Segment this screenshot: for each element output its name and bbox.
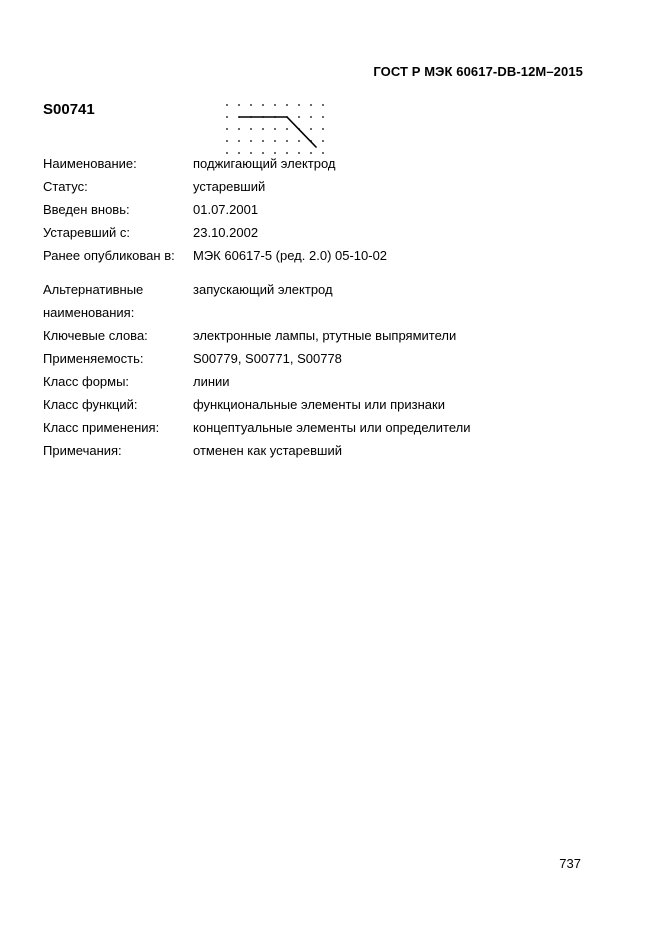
field-value: 23.10.2002 <box>193 225 259 240</box>
field-label: наименования: <box>43 305 135 320</box>
field-value: S00779, S00771, S00778 <box>193 351 342 366</box>
page-number: 737 <box>559 856 581 871</box>
field-label: Введен вновь: <box>43 202 130 217</box>
field-label: Класс применения: <box>43 420 160 435</box>
field-label: Альтернативные <box>43 282 144 297</box>
field-value: запускающий электрод <box>193 282 333 297</box>
field-label: Примечания: <box>43 443 122 458</box>
field-label: Класс формы: <box>43 374 130 389</box>
field-label: Ключевые слова: <box>43 328 148 343</box>
field-label: Наименование: <box>43 156 137 171</box>
field-label: Устаревший с: <box>43 225 130 240</box>
field-value: устаревший <box>193 179 266 194</box>
field-value: МЭК 60617-5 (ред. 2.0) 05-10-02 <box>193 248 388 263</box>
field-value: линии <box>193 374 230 389</box>
field-label: Применяемость: <box>43 351 144 366</box>
field-value: отменен как устаревший <box>193 443 342 458</box>
field-value: 01.07.2001 <box>193 202 259 217</box>
field-label: Статус: <box>43 179 88 194</box>
field-value: функциональные элементы или признаки <box>193 397 445 412</box>
symbol-code: S00741 <box>43 101 95 118</box>
document-header: ГОСТ Р МЭК 60617-DB-12M–2015 <box>373 64 583 79</box>
field-value: концептуальные элементы или определители <box>193 420 471 435</box>
field-label: Класс функций: <box>43 397 138 412</box>
field-value: электронные лампы, ртутные выпрямители <box>193 328 457 343</box>
electrode-symbol-icon <box>220 99 330 155</box>
field-label: Ранее опубликован в: <box>43 248 175 263</box>
field-value: поджигающий электрод <box>193 156 336 171</box>
